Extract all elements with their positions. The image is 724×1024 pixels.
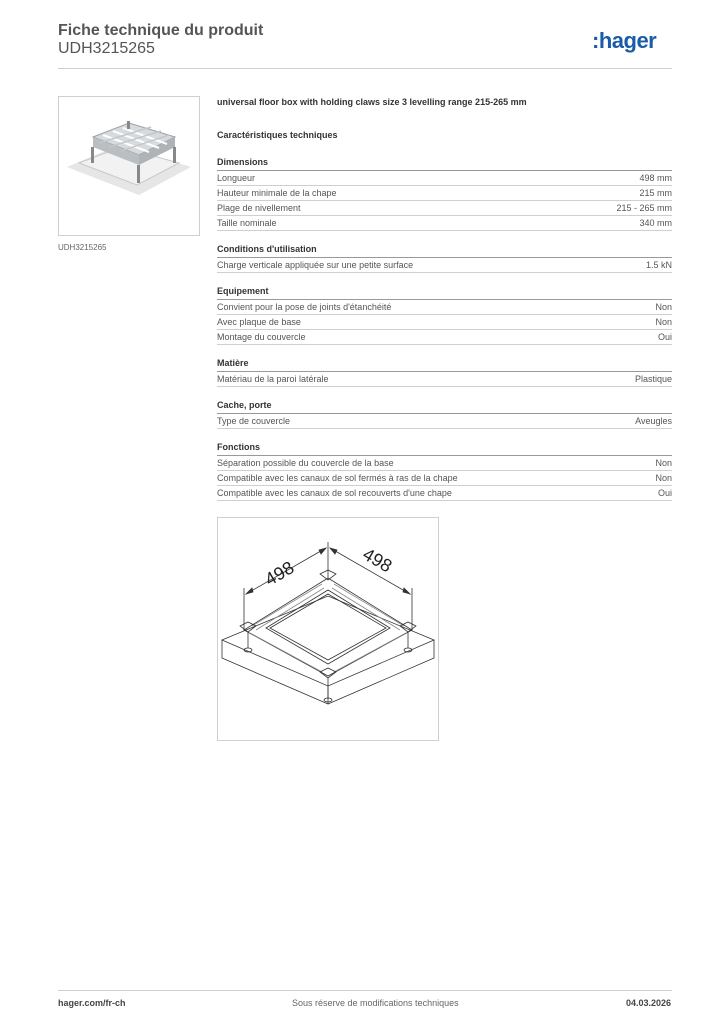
section-title: Matière [217, 357, 672, 372]
row-label: Montage du couvercle [217, 332, 306, 342]
section-matiere [217, 357, 672, 387]
section-equipement [217, 285, 672, 345]
header-divider [58, 68, 672, 69]
table-row [217, 186, 672, 201]
characteristics-title: Caractéristiques techniques [217, 130, 338, 140]
row-label: Taille nominale [217, 218, 277, 228]
row-label: Matériau de la paroi latérale [217, 374, 329, 384]
row-label: Plage de nivellement [217, 203, 301, 213]
spec-content [217, 96, 672, 537]
section-title: Fonctions [217, 441, 672, 456]
product-description: universal floor box with holding claws size 3 levelling range 215-265 mm [217, 97, 527, 107]
row-value: Plastique [634, 374, 672, 384]
row-value: Oui [657, 488, 672, 498]
section-title: Equipement [217, 285, 672, 300]
footer-notice: Sous réserve de modifications techniques [292, 998, 459, 1008]
row-value: Non [655, 302, 672, 312]
page-title: Fiche technique du produit [58, 22, 264, 39]
dimension-left: 498 [261, 557, 298, 590]
row-value: Non [655, 473, 672, 483]
section-title: Conditions d'utilisation [217, 243, 672, 258]
row-label: Type de couvercle [217, 416, 291, 426]
row-label: Charge verticale appliquée sur une petite surface [217, 260, 414, 270]
table-row [217, 201, 672, 216]
table-row [217, 258, 672, 273]
row-label: Compatible avec les canaux de sol recouverts d'une chape [217, 488, 452, 498]
row-value: 215 - 265 mm [616, 203, 672, 213]
table-row [217, 471, 672, 486]
footer-divider [58, 990, 672, 991]
row-value: Oui [657, 332, 672, 342]
table-row [217, 456, 672, 471]
product-photo [58, 96, 200, 236]
row-label: Longueur [217, 173, 256, 183]
section-dimensions [217, 156, 672, 231]
footer-website: hager.com/fr-ch [58, 998, 126, 1008]
floor-box-photo-icon [59, 97, 199, 235]
row-label: Hauteur minimale de la chape [217, 188, 337, 198]
table-row [217, 414, 672, 429]
section-conditions [217, 243, 672, 273]
row-value: Non [655, 317, 672, 327]
section-cache-porte [217, 399, 672, 429]
section-title: Cache, porte [217, 399, 672, 414]
table-row [217, 216, 672, 231]
row-label: Compatible avec les canaux de sol fermés à ras de la chape [217, 473, 458, 483]
row-value: 498 mm [639, 173, 672, 183]
table-row [217, 300, 672, 315]
footer-date: 04.03.2026 [626, 998, 672, 1008]
table-row [217, 372, 672, 387]
row-label: Séparation possible du couvercle de la base [217, 458, 394, 468]
row-value: 215 mm [639, 188, 672, 198]
dimension-right: 498 [359, 543, 396, 577]
section-title: Dimensions [217, 156, 672, 171]
photo-caption: UDH3215265 [58, 243, 107, 252]
floor-box-drawing-icon [218, 518, 438, 740]
row-value: Aveugles [635, 416, 672, 426]
product-code: UDH3215265 [58, 40, 155, 57]
table-row [217, 315, 672, 330]
hager-logo: :hager [592, 28, 657, 53]
row-label: Convient pour la pose de joints d'étanchéité [217, 302, 392, 312]
table-row [217, 486, 672, 501]
row-value: Non [655, 458, 672, 468]
section-fonctions [217, 441, 672, 501]
table-row [217, 171, 672, 186]
table-row [217, 330, 672, 345]
row-label: Avec plaque de base [217, 317, 301, 327]
row-value: 1.5 kN [645, 260, 672, 270]
technical-drawing [217, 517, 439, 741]
row-value: 340 mm [639, 218, 672, 228]
